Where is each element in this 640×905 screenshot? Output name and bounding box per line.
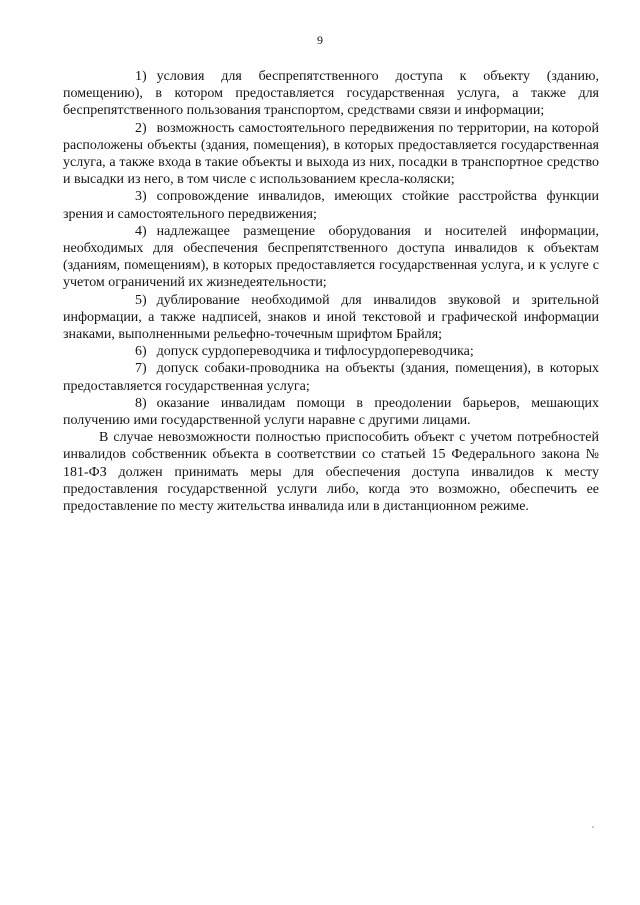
list-item-text: возможность самостоятельного передвижения по территории, на которой расположены объекты (здания, помещения), в которых предоставляется государственная услуга, а также входа в такие объекты и выхода из них, посадки в транспортное средство и высадки из него, в том числе с использованием кресла-коляски; (63, 120, 599, 188)
list-item (63, 395, 599, 429)
list-item-number: 2) (135, 120, 147, 136)
list-item-number: 4) (135, 223, 147, 239)
closing-paragraph: В случае невозможности полностью приспособить объект с учетом потребностей инвалидов собственник объекта в соответствии со статьей 15 Федерального закона № 181-ФЗ должен принимать меры для обеспечения доступа инвалидов к месту предоставления государственной услуги либо, когда это возможно, обеспечить ее предоставление по месту жительства инвалида или в дистанционном режиме. (63, 430, 599, 515)
list-item-text: допуск собаки-проводника на объекты (здания, помещения), в которых предоставляется государственная услуга; (63, 361, 599, 394)
list-item-number: 8) (135, 395, 147, 411)
list-item (63, 292, 599, 344)
list-item-number: 5) (135, 292, 147, 308)
list-item-number: 3) (135, 189, 147, 205)
list-item-text: допуск сурдопереводчика и тифлосурдопереводчика; (156, 344, 474, 360)
list-item (63, 120, 599, 189)
list-item (63, 360, 599, 394)
list-item-number: 7) (135, 361, 147, 377)
list-item-text: надлежащее размещение оборудования и носителей информации, необходимых для обеспечения беспрепятственного доступа инвалидов к объектам (зданиям, помещениям), в которых предоставляется государственная услуга, и к услуге с учетом ограничений их жизнедеятельности; (63, 223, 599, 291)
page-number: 9 (317, 33, 323, 47)
list-item-text: дублирование необходимой для инвалидов звуковой и зрительной информации, а также надписей, знаков и иной текстовой и графической информации знаками, выполненными рельефно-точечным шрифтом Брайля; (63, 292, 599, 343)
list-item (63, 223, 599, 292)
document-body (63, 68, 599, 515)
list-item (63, 343, 599, 360)
list-item-text: условия для беспрепятственного доступа к объекту (зданию, помещению), в котором предоставляется государственная услуга, а также для беспрепятственного пользования транспортом, средствами связи и информации; (63, 69, 599, 119)
list-item (63, 188, 599, 222)
list-item-number: 6) (135, 344, 147, 360)
scan-speck (592, 826, 594, 828)
list-item-text: оказание инвалидам помощи в преодолении барьеров, мешающих получению ими государственной услуги наравне с другими лицами. (63, 395, 599, 429)
list-item-number: 1) (135, 69, 147, 84)
list-item (63, 68, 599, 120)
list-item-text: сопровождение инвалидов, имеющих стойкие расстройства функции зрения и самостоятельного передвижения; (63, 189, 599, 222)
